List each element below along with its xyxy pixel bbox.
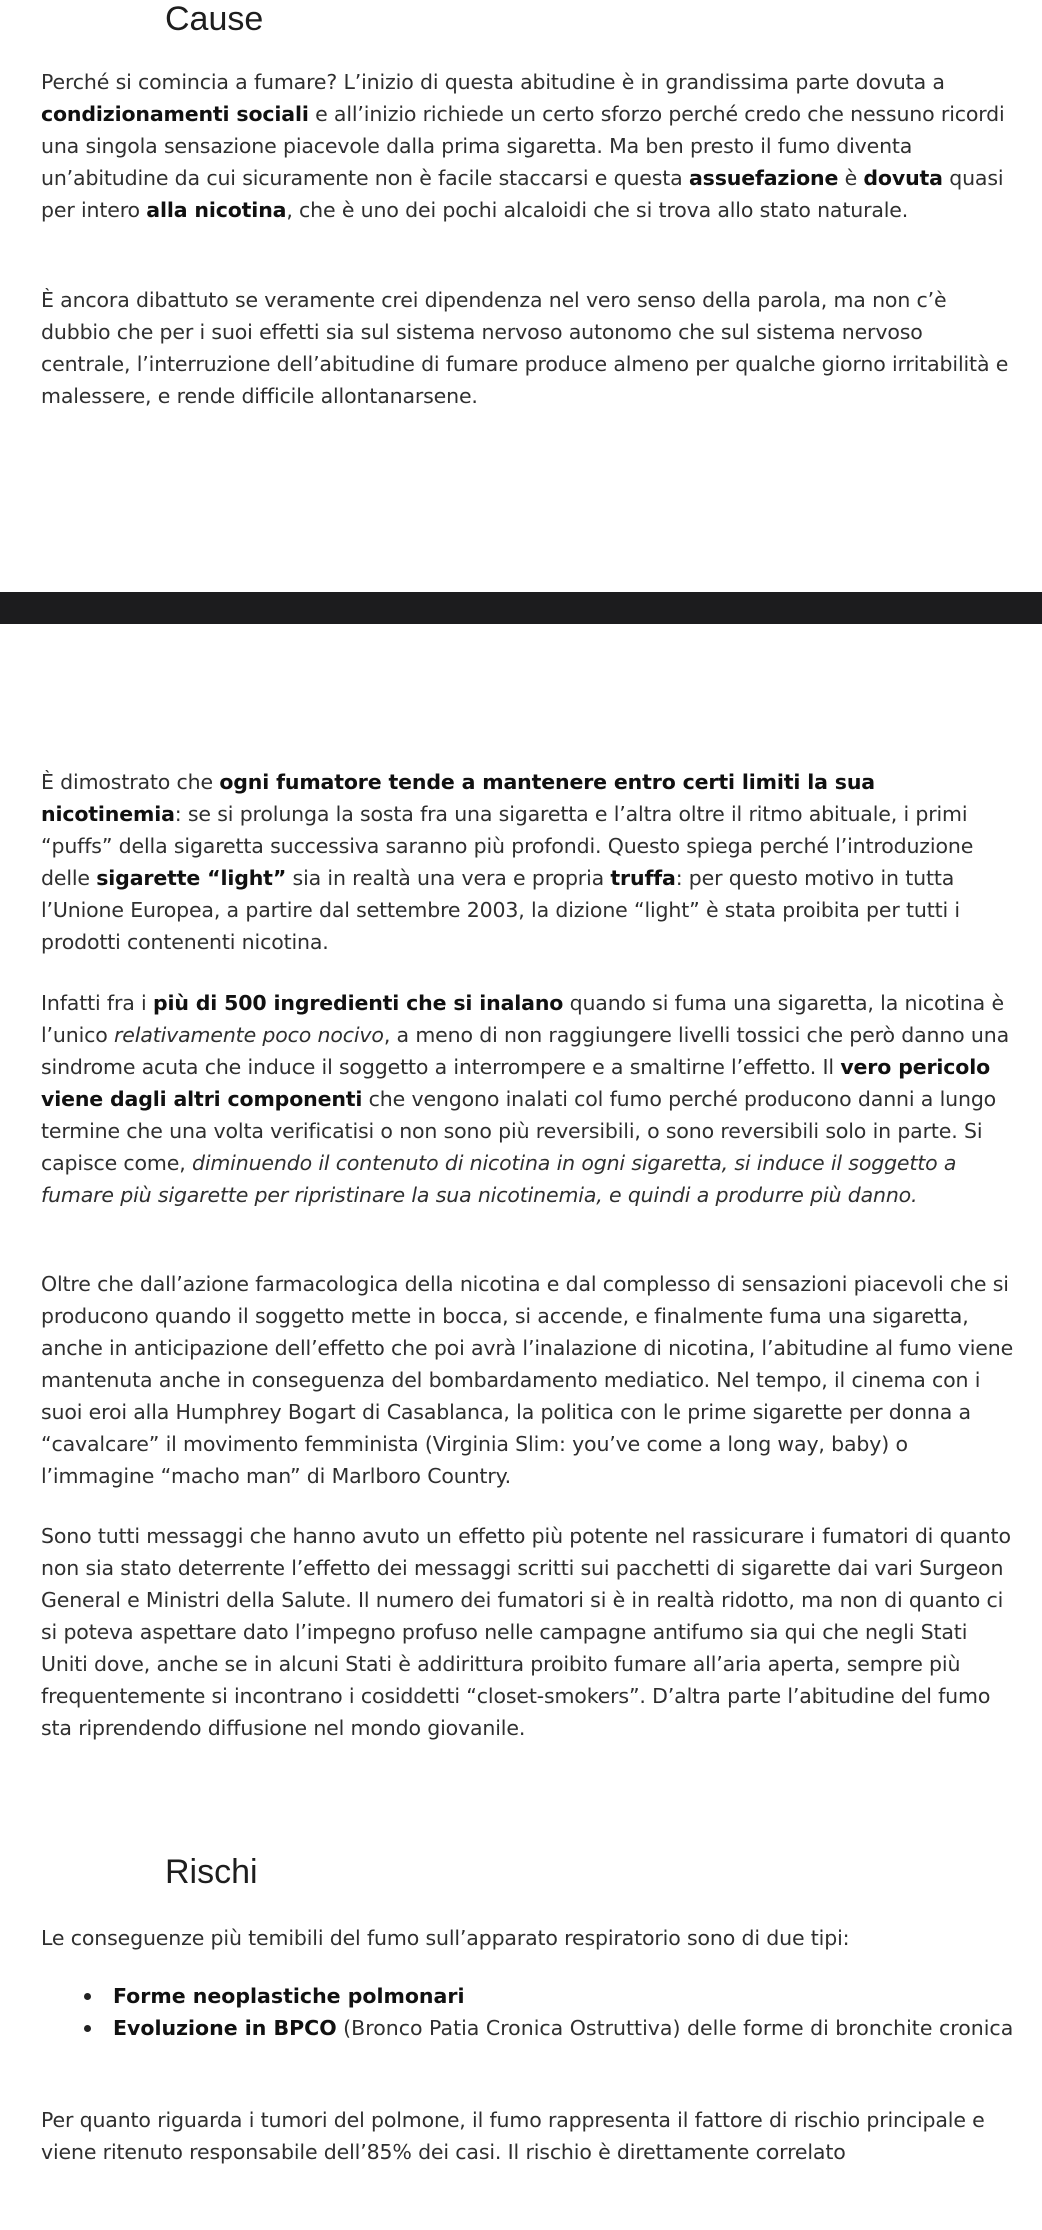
bullet-dot-icon xyxy=(84,1993,91,2000)
paragraph-tumors: Per quanto riguarda i tumori del polmone, il fumo rappresenta il fattore di rischio principale e viene ritenuto responsabile dell’85% dei casi. Il rischio è direttamente correlato xyxy=(41,2108,985,2164)
paragraph-cause-intro: Perché si comincia a fumare? L’inizio di questa abitudine è in grandissima parte dovuta a condizionamenti sociali e all’inizio richiede un certo sforzo perché credo che nessuno ricordi una singola sensazione piacevole dalla prima sigaretta. Ma ben presto il fumo diventa un’abitudine da cui sicuramente non è facile staccarsi e questa assuefazione è dovuta quasi per intero alla nicotina, che è uno dei pochi alcaloidi che si trova allo stato naturale. xyxy=(41,70,1005,222)
bullet-text: Evoluzione in BPCO (Bronco Patia Cronica Ostruttiva) delle forme di bronchite cronica xyxy=(113,2016,1014,2040)
paragraph-dependence: È ancora dibattuto se veramente crei dipendenza nel vero senso della parola, ma non c’è dubbio che per i suoi effetti sia sul sistema nervoso autonomo che sul sistema nervoso centrale, l’interruzione dell’abitudine di fumare produce almeno per qualche giorno irritabilità e malessere, e rende difficile allontanarsene. xyxy=(41,288,1009,408)
paragraph-messages: Sono tutti messaggi che hanno avuto un effetto più potente nel rassicurare i fumatori di quanto non sia stato deterrente l’effetto dei messaggi scritti sui pacchetti di sigarette dai vari Surgeon General e Ministri della Salute. Il numero dei fumatori si è in realtà ridotto, ma non di quanto ci si poteva aspettare dato l’impegno profuso nelle campagne antifumo sia qui che negli Stati Uniti dove, anche se in alcuni Stati è addirittura proibito fumare all’aria aperta, sempre più frequentemente si incontrano i cosiddetti “closet-smokers”. D’altra parte l’abitudine del fumo sta riprendendo diffusione nel mondo giovanile. xyxy=(41,1524,1011,1740)
paragraph-media: Oltre che dall’azione farmacologica della nicotina e dal complesso di sensazioni piacevoli che si producono quando il soggetto mette in bocca, si accende, e finalmente fuma una sigaretta, anche in anticipazione dell’effetto che poi avrà l’inalazione di nicotina, l’abitudine al fumo viene mantenuta anche in conseguenza del bombardamento mediatico. Nel tempo, il cinema con i suoi eroi alla Humphrey Bogart di Casablanca, la politica con le prime sigarette per donna a “cavalcare” il movimento femminista (Virginia Slim: you’ve come a long way, baby) o l’immagine “macho man” di Marlboro Country. xyxy=(41,1272,1014,1488)
bullet-dot-icon xyxy=(84,2025,91,2032)
paragraph-ingredients: Infatti fra i più di 500 ingredienti che si inalano quando si fuma una sigaretta, la nicotina è l’unico relativamente poco nocivo, a meno di non raggiungere livelli tossici che però danno una sindrome acuta che induce il soggetto a interrompere e a smaltirne l’effetto. Il vero pericolo viene dagli altri componenti che vengono inalati col fumo perché producono danni a lungo termine che una volta verificatisi o non sono più reversibili, o sono reversibili solo in parte. Si capisce come, diminuendo il contenuto di nicotina in ogni sigaretta, si induce il soggetto a fumare più sigarette per ripristinare la sua nicotinemia, e quindi a produrre più danno. xyxy=(41,991,1010,1207)
section-title-cause: Cause xyxy=(165,0,264,38)
paragraph-nicotinemia: È dimostrato che ogni fumatore tende a mantenere entro certi limiti la sua nicotinemia: se si prolunga la sosta fra una sigaretta e l’altra oltre il ritmo abituale, i primi “puffs” della sigaretta successiva saranno più profondi. Questo spiega perché l’introduzione delle sigarette “light” sia in realtà una vera e propria truffa: per questo motivo in tutta l’Unione Europea, a partire dal settembre 2003, la dizione “light” è stata proibita per tutti i prodotti contenenti nicotina. xyxy=(41,770,974,954)
paragraph-risks-intro: Le conseguenze più temibili del fumo sull’apparato respiratorio sono di due tipi: xyxy=(41,1926,850,1950)
bullet-item xyxy=(41,1980,1016,2012)
section-divider-bar xyxy=(0,592,1042,624)
bullet-item xyxy=(41,2012,1016,2044)
bullet-text: Forme neoplastiche polmonari xyxy=(113,1984,465,2008)
section-title-risks: Rischi xyxy=(165,1853,258,1891)
risks-bullet-list xyxy=(41,1980,1016,2044)
